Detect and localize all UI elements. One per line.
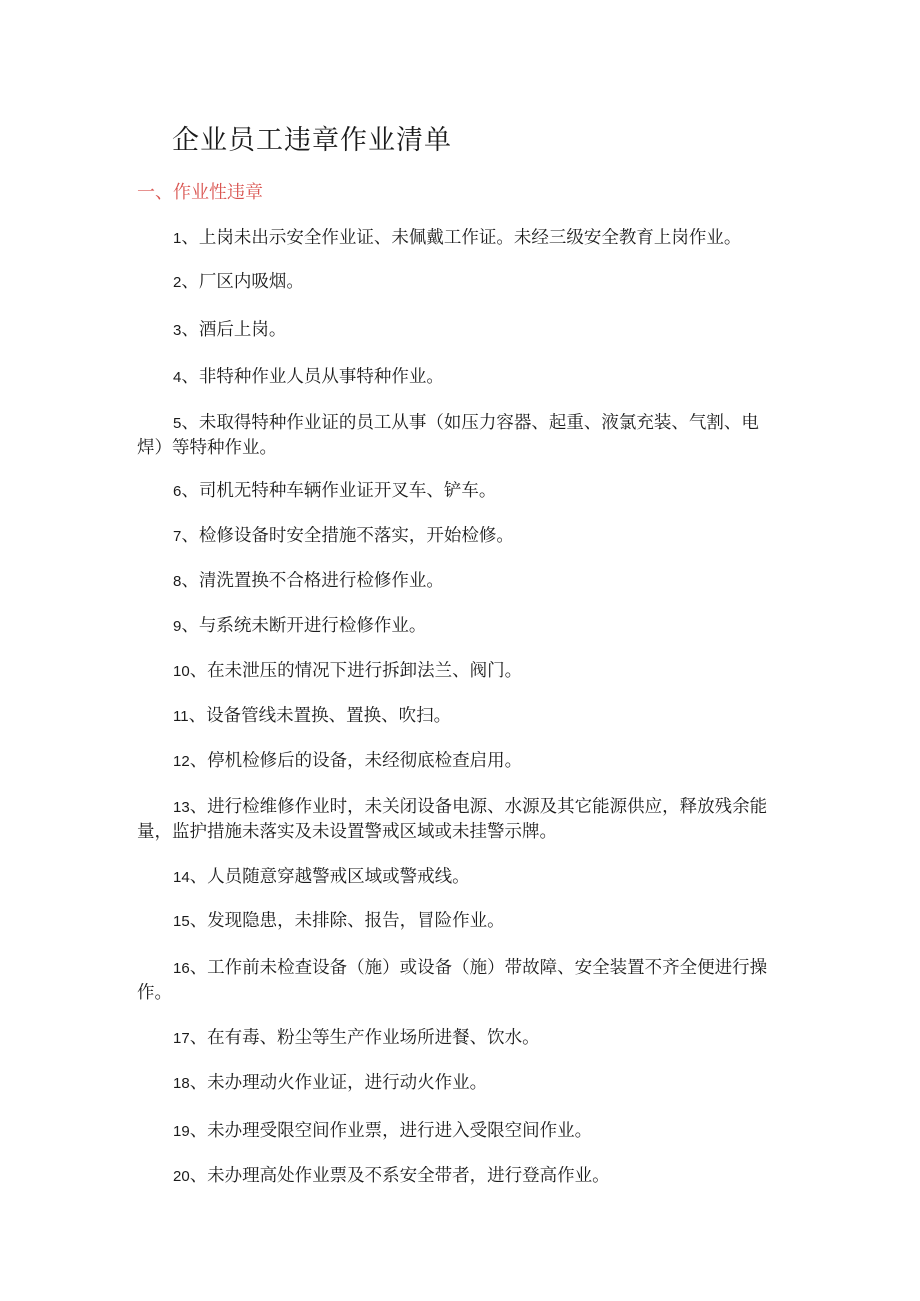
list-item xyxy=(137,1071,777,1096)
item-text: 、检修设备时安全措施不落实，开始检修。 xyxy=(181,526,514,546)
item-number: 17 xyxy=(173,1030,190,1047)
item-number: 16 xyxy=(173,960,190,977)
list-item xyxy=(137,226,777,251)
item-number: 1 xyxy=(173,230,182,247)
item-number: 14 xyxy=(173,869,190,886)
item-number: 4 xyxy=(173,369,182,386)
list-item xyxy=(137,524,777,549)
item-number: 8 xyxy=(173,573,182,590)
item-text: 、进行检维修作业时，未关闭设备电源、水源及其它能源供应，释放残余能量，监护措施未落实及未设置警戒区域或未挂警示牌。 xyxy=(137,797,768,842)
list-item xyxy=(137,614,777,639)
item-text: 、未办理高处作业票及不系安全带者，进行登高作业。 xyxy=(189,1166,610,1186)
document-title: 企业员工违章作业清单 xyxy=(172,125,452,156)
list-item xyxy=(137,318,777,343)
item-number: 9 xyxy=(173,618,182,635)
item-text: 、厂区内吸烟。 xyxy=(181,272,304,292)
item-text: 、酒后上岗。 xyxy=(181,320,287,340)
item-number: 2 xyxy=(173,274,182,291)
list-item xyxy=(137,795,777,845)
item-number: 13 xyxy=(173,799,190,816)
section-heading: 一、作业性违章 xyxy=(137,182,263,203)
item-number: 19 xyxy=(173,1123,190,1140)
list-item xyxy=(137,479,777,504)
item-text: 、在未泄压的情况下进行拆卸法兰、阀门。 xyxy=(189,661,523,681)
item-text: 、未办理动火作业证，进行动火作业。 xyxy=(189,1073,488,1093)
item-number: 12 xyxy=(173,753,190,770)
list-item xyxy=(137,365,777,390)
list-item xyxy=(137,956,777,1006)
item-number: 5 xyxy=(173,415,182,432)
item-text: 、非特种作业人员从事特种作业。 xyxy=(181,367,444,387)
item-text: 、未办理受限空间作业票，进行进入受限空间作业。 xyxy=(189,1121,593,1141)
item-text: 、未取得特种作业证的员工从事（如压力容器、起重、液氯充装、气割、电焊）等特种作业。 xyxy=(137,413,759,458)
item-number: 7 xyxy=(173,528,182,545)
list-item xyxy=(137,659,777,684)
item-number: 18 xyxy=(173,1075,190,1092)
list-item xyxy=(137,749,777,774)
list-item xyxy=(137,1164,777,1189)
list-item xyxy=(137,704,777,729)
item-number: 20 xyxy=(173,1168,190,1185)
item-text: 、停机检修后的设备，未经彻底检查启用。 xyxy=(189,751,523,771)
item-number: 15 xyxy=(173,913,190,930)
item-text: 、清洗置换不合格进行检修作业。 xyxy=(181,571,444,591)
item-text: 、设备管线未置换、置换、吹扫。 xyxy=(188,706,452,726)
item-text: 、与系统未断开进行检修作业。 xyxy=(181,616,427,636)
item-text: 、上岗未出示安全作业证、未佩戴工作证。未经三级安全教育上岗作业。 xyxy=(181,228,742,248)
item-number: 11 xyxy=(173,708,189,725)
list-item xyxy=(137,411,777,461)
list-item xyxy=(137,270,777,295)
item-text: 、在有毒、粉尘等生产作业场所进餐、饮水。 xyxy=(189,1028,540,1048)
list-item xyxy=(137,865,777,890)
item-number: 3 xyxy=(173,322,182,339)
list-item xyxy=(137,1026,777,1051)
item-text: 、人员随意穿越警戒区域或警戒线。 xyxy=(189,867,470,887)
item-number: 6 xyxy=(173,483,182,500)
item-text: 、发现隐患，未排除、报告，冒险作业。 xyxy=(189,911,505,931)
item-number: 10 xyxy=(173,663,190,680)
list-item xyxy=(137,909,777,934)
list-item xyxy=(137,569,777,594)
list-item xyxy=(137,1119,777,1144)
item-text: 、司机无特种车辆作业证开叉车、铲车。 xyxy=(181,481,497,501)
item-text: 、工作前未检查设备（施）或设备（施）带故障、安全装置不齐全便进行操作。 xyxy=(137,958,768,1003)
